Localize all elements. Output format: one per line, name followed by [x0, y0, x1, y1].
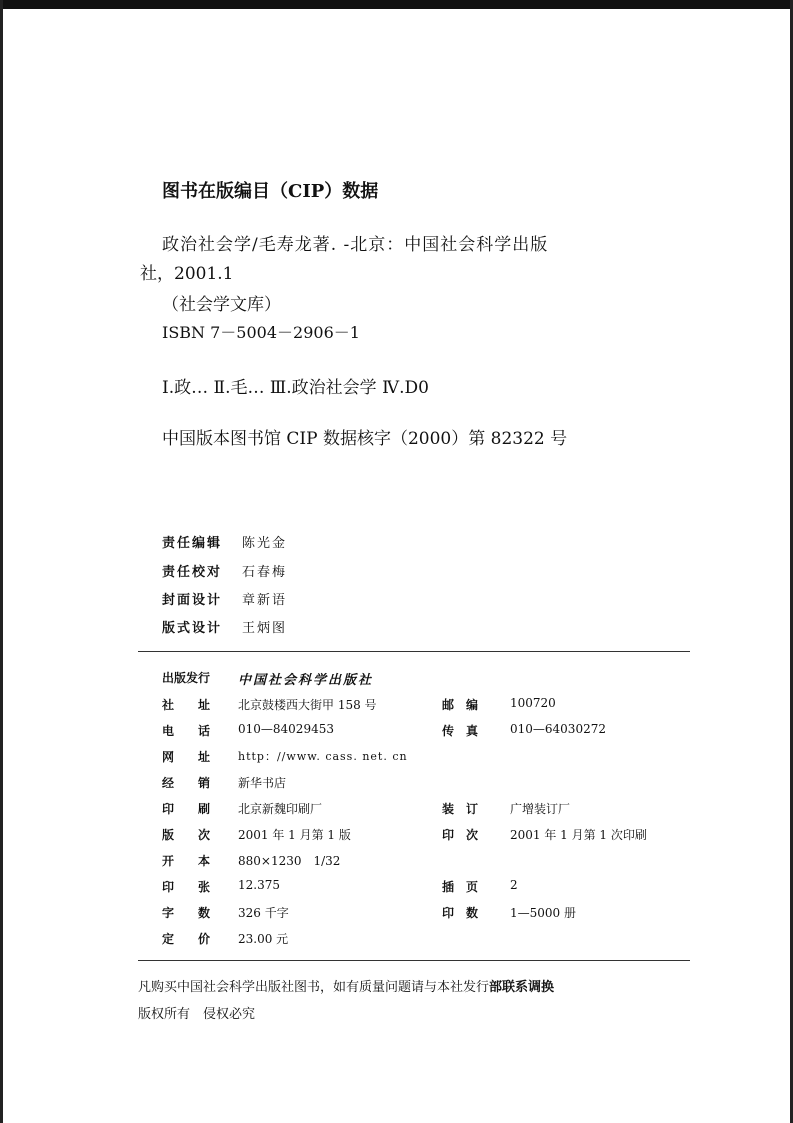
pub-info-value: 新华书店	[238, 776, 287, 790]
pub-info-label-right: 印 次	[442, 828, 479, 842]
staff-row	[162, 532, 287, 551]
pub-info-value: 880×1230 1/32	[238, 854, 341, 868]
cip-series-line: （社会学文库）	[162, 295, 281, 315]
pub-info-label: 社 址	[162, 698, 211, 712]
staff-row	[162, 561, 287, 580]
pub-info-label-right: 印 数	[442, 906, 479, 920]
cip-isbn-line: ISBN 7－5004－2906－1	[162, 323, 360, 342]
pub-info-label: 印 张	[162, 880, 211, 894]
scan-edge-top	[0, 0, 793, 9]
scan-edge-left	[0, 0, 3, 1123]
pub-info-label: 经 销	[162, 776, 211, 790]
pub-info-value-right: 1—5000 册	[510, 906, 576, 920]
pub-info-value-right: 100720	[510, 696, 556, 710]
pub-info-label: 网 址	[162, 750, 211, 764]
pub-info-label: 印 刷	[162, 802, 211, 816]
cip-subject-line: Ⅰ.政… Ⅱ.毛… Ⅲ.政治社会学 Ⅳ.D0	[162, 378, 429, 398]
pub-info-label-right: 装 订	[442, 802, 479, 816]
publisher-name: 中国社会科学出版社	[238, 673, 374, 688]
pub-info-value: 北京鼓楼西大街甲 158 号	[238, 698, 377, 712]
footer-copyright: 版权所有 侵权必究	[138, 1007, 256, 1022]
pub-info-value: 2001 年 1 月第 1 版	[238, 828, 351, 842]
pub-info-label: 版 次	[162, 828, 211, 842]
pub-info-value: 北京新魏印刷厂	[238, 802, 323, 816]
pub-info-value: 326 千字	[238, 906, 289, 920]
cip-record-number: 中国版本图书馆 CIP 数据核字（2000）第 82322 号	[162, 429, 568, 449]
footer-notice-text: 凡购买中国社会科学出版社图书，如有质量问题请与本社发行	[138, 980, 490, 995]
staff-role: 封面设计	[162, 593, 223, 608]
pub-info-value-right: 2	[510, 878, 518, 892]
staff-row	[162, 617, 287, 636]
pub-info-value-right: 010—64030272	[510, 722, 606, 736]
staff-role: 责任编辑	[162, 536, 223, 551]
staff-name: 王炳图	[242, 621, 288, 636]
pub-info-value: 12.375	[238, 878, 280, 892]
pub-info-label-right: 传 真	[442, 724, 479, 738]
pub-info-label: 字 数	[162, 906, 211, 920]
staff-name: 章新语	[242, 593, 288, 608]
pub-info-value: 23.00 元	[238, 932, 289, 946]
staff-role: 版式设计	[162, 621, 223, 636]
footer-notice	[138, 976, 554, 995]
pub-info-label: 定 价	[162, 932, 211, 946]
pub-info-label: 电 话	[162, 724, 211, 738]
cip-heading: 图书在版编目（CIP）数据	[162, 181, 379, 202]
staff-name: 陈光金	[242, 536, 288, 551]
pub-info-value-right: 2001 年 1 月第 1 次印刷	[510, 828, 647, 842]
pub-info-label-right: 插 页	[442, 880, 479, 894]
pub-info-label-right: 邮 编	[442, 698, 479, 712]
staff-row	[162, 589, 287, 608]
pub-info-value-right: 广增装订厂	[510, 802, 571, 816]
staff-name: 石春梅	[242, 565, 288, 580]
pub-info-label: 开 本	[162, 854, 211, 868]
cip-publisher-line: 社，2001.1	[140, 264, 234, 284]
pub-info-value: http：//www. cass. net. cn	[238, 750, 408, 763]
pub-info-value: 010—84029453	[238, 722, 334, 736]
staff-role: 责任校对	[162, 565, 223, 580]
divider-bottom	[138, 960, 690, 961]
divider-top	[138, 651, 690, 652]
cip-title-line: 政治社会学/毛寿龙著. -北京：中国社会科学出版	[162, 235, 549, 255]
footer-notice-emphasis: 部联系调换	[489, 980, 555, 995]
publisher-label: 出版发行	[162, 671, 211, 685]
